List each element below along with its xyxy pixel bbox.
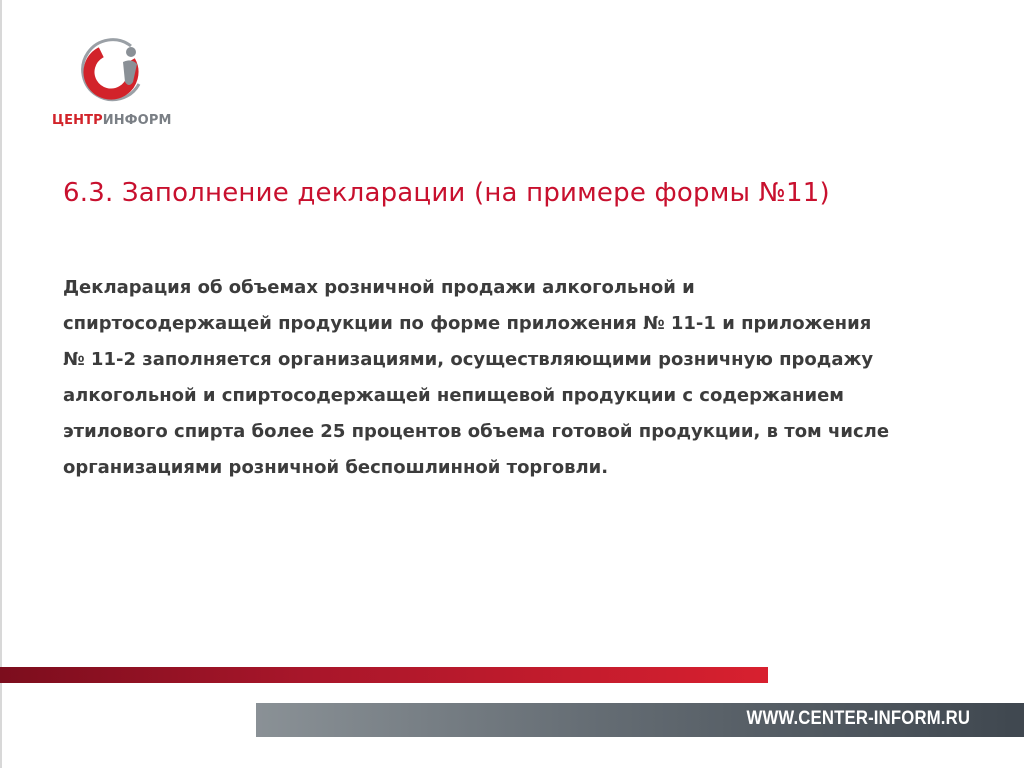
centrinform-logo-text (52, 113, 172, 128)
body-line: Декларация об объемах розничной продажи алкогольной и (63, 277, 695, 298)
footer-website-url: WWW.CENTER-INFORM.RU (746, 708, 970, 729)
body-line: этилового спирта более 25 процентов объема готовой продукции, в том числе (63, 421, 890, 442)
body-line: алкогольной и спиртосодержащей непищевой продукции с содержанием (63, 385, 844, 406)
slide-body-text (63, 270, 983, 486)
logo-text-inform: ИНФОРМ (102, 113, 172, 128)
centrinform-logo (52, 38, 192, 138)
body-line: организациями розничной беспошлинной торговли. (63, 457, 609, 478)
slide-left-border (0, 0, 2, 768)
slide-title: 6.3. Заполнение декларации (на примере формы №11) (63, 178, 830, 208)
logo-text-centr: ЦЕНТР (52, 113, 103, 128)
footer-red-stripe (0, 667, 768, 683)
body-line: № 11-2 заполняется организациями, осуществляющими розничную продажу (63, 349, 874, 370)
body-line: спиртосодержащей продукции по форме приложения № 11-1 и приложения (63, 313, 872, 334)
centrinform-logo-icon (79, 38, 147, 106)
